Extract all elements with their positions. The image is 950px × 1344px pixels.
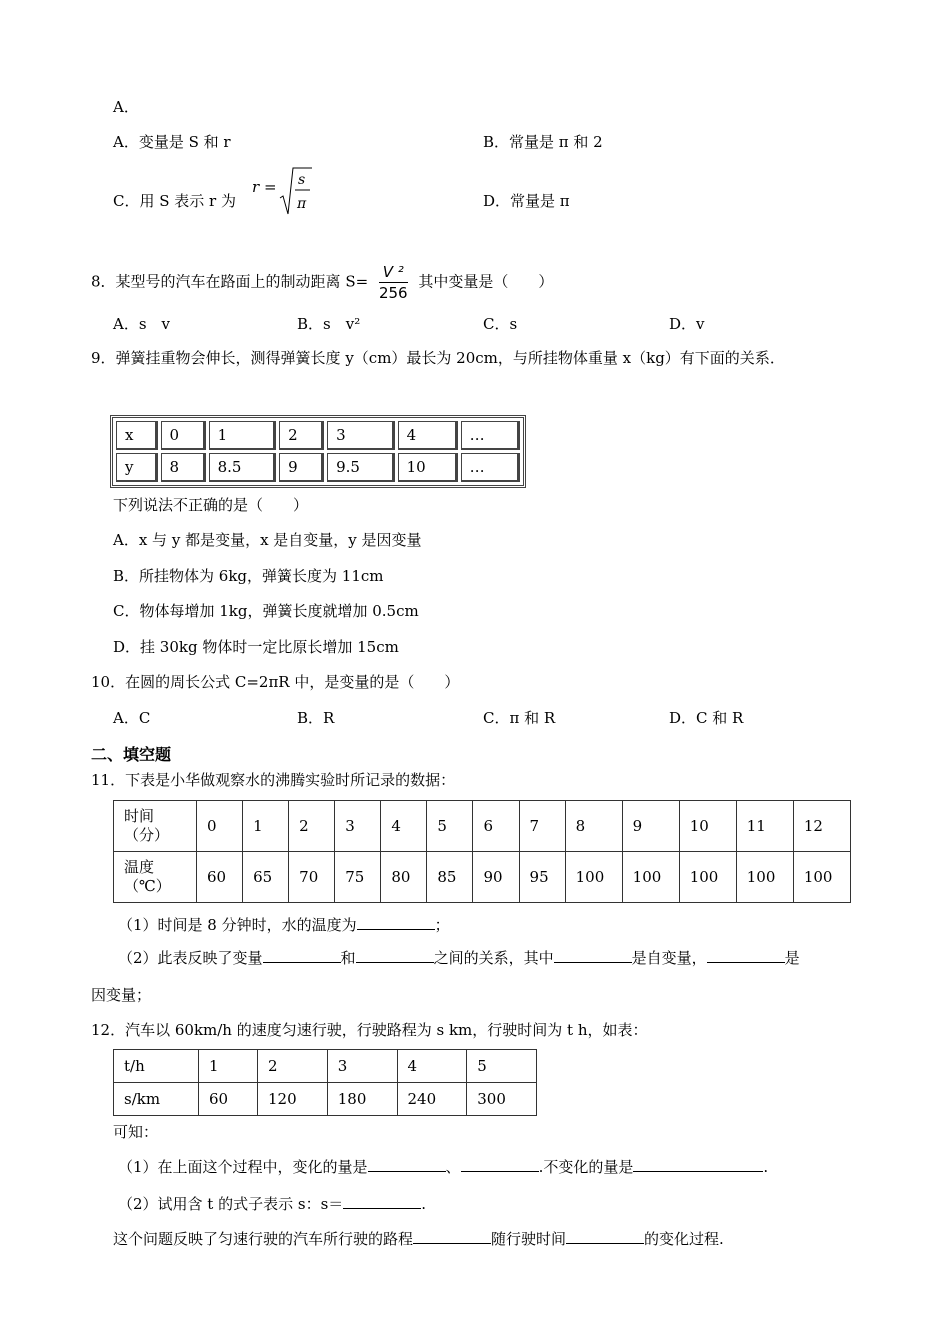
table-cell: 95 — [519, 852, 565, 903]
table-cell: 100 — [679, 852, 736, 903]
q12-part2-text-a: （2）试用含 t 的式子表示 s：s＝ — [118, 1195, 344, 1213]
q12-table — [113, 1049, 537, 1116]
table-cell: 85 — [427, 852, 473, 903]
q11-part2-text-a: （2）此表反映了变量 — [118, 949, 263, 967]
table-cell: 4 — [397, 1050, 467, 1083]
table-cell: 8 — [565, 801, 622, 852]
table-cell: 2 — [279, 421, 324, 450]
answer-blank[interactable] — [263, 946, 341, 963]
table-cell: 70 — [289, 852, 335, 903]
q12-part3-text-b: 随行驶时间 — [491, 1230, 567, 1248]
sqrt-sign — [280, 168, 312, 214]
q12-stem: 12．汽车以 60km/h 的速度匀速行驶，行驶路程为 s km，行驶时间为 t h，如表： — [91, 1021, 648, 1039]
table-cell: 10 — [398, 453, 458, 482]
q8-formula-denominator: 256 — [378, 284, 408, 302]
q7-option-d[interactable]: D．常量是 π — [483, 192, 570, 210]
q7-stub: A． — [113, 98, 139, 116]
q12-part1 — [118, 1155, 768, 1177]
table-cell: 100 — [565, 852, 622, 903]
table-cell: 8 — [161, 453, 206, 482]
answer-blank[interactable] — [633, 1155, 763, 1172]
table-cell: 100 — [736, 852, 793, 903]
table-row — [114, 852, 851, 903]
answer-blank[interactable] — [461, 1155, 539, 1172]
q8-option-a[interactable]: A．s v — [113, 315, 171, 333]
q7-option-a[interactable]: A．变量是 S 和 r — [113, 133, 231, 151]
q12-know: 可知： — [113, 1123, 159, 1141]
table-cell: 6 — [473, 801, 519, 852]
table-cell: 8.5 — [209, 453, 277, 482]
table-cell: 1 — [209, 421, 277, 450]
table-cell: 3 — [327, 421, 395, 450]
table-cell: … — [461, 453, 520, 482]
q11-part1-end: ； — [434, 916, 450, 934]
q9-option-c[interactable]: C．物体每增加 1kg，弹簧长度就增加 0.5cm — [113, 602, 419, 620]
q9-table — [110, 415, 526, 488]
table-row — [116, 421, 520, 450]
q12-part3-text-a: 这个问题反映了匀速行驶的汽车所行驶的路程 — [113, 1230, 414, 1248]
table-header-cell: t/h — [114, 1050, 199, 1083]
table-cell: 0 — [197, 801, 243, 852]
table-cell: 4 — [398, 421, 458, 450]
q7-option-b[interactable]: B．常量是 π 和 2 — [483, 133, 603, 151]
q11-part2-text-c: 之间的关系，其中 — [433, 949, 554, 967]
table-cell: 3 — [335, 801, 381, 852]
table-cell: x — [116, 421, 158, 450]
formula-numerator: s — [298, 172, 306, 188]
answer-blank[interactable] — [356, 946, 434, 963]
table-cell: 75 — [335, 852, 381, 903]
table-cell: 100 — [622, 852, 679, 903]
q8-option-b[interactable]: B．s v² — [297, 315, 361, 333]
table-row — [116, 453, 520, 482]
table-cell: 3 — [327, 1050, 397, 1083]
table-cell: y — [116, 453, 158, 482]
formula-lhs: r = — [252, 178, 277, 196]
q11-part2-text-e: 是 — [784, 949, 800, 967]
q8-stem-after: 其中变量是（ ） — [418, 272, 554, 291]
table-cell: 2 — [289, 801, 335, 852]
sqrt-formula — [252, 166, 314, 218]
table-cell: 2 — [258, 1050, 328, 1083]
q12-part2 — [118, 1192, 426, 1214]
q11-part1-text: （1）时间是 8 分钟时，水的温度为 — [118, 916, 357, 934]
q12-part1-text-b: 、 — [445, 1158, 461, 1176]
q10-option-b[interactable]: B．R — [297, 709, 335, 727]
q11-part2-text-b: 和 — [340, 949, 356, 967]
q8-stem — [91, 262, 553, 303]
q11-stem: 11．下表是小华做观察水的沸腾实验时所记录的数据： — [91, 771, 456, 789]
q11-table — [113, 800, 851, 903]
q12-part3 — [113, 1227, 724, 1249]
table-cell: 180 — [327, 1083, 397, 1116]
q11-part1 — [118, 913, 450, 935]
table-cell: 80 — [381, 852, 427, 903]
q10-option-a[interactable]: A．C — [113, 709, 151, 727]
q7-option-c-formula — [252, 166, 314, 222]
table-cell: 4 — [381, 801, 427, 852]
q9-option-b[interactable]: B．所挂物体为 6kg，弹簧长度为 11cm — [113, 567, 384, 585]
table-cell: 10 — [679, 801, 736, 852]
table-cell: 5 — [427, 801, 473, 852]
answer-blank[interactable] — [707, 946, 785, 963]
table-cell: 60 — [199, 1083, 258, 1116]
table-cell: … — [461, 421, 520, 450]
table-cell: 5 — [467, 1050, 537, 1083]
q7-option-c[interactable]: C．用 S 表示 r 为 — [113, 192, 236, 210]
q11-part2-continued: 因变量； — [91, 986, 152, 1004]
q8-option-c[interactable]: C．s — [483, 315, 518, 333]
q9-option-a[interactable]: A．x 与 y 都是变量，x 是自变量，y 是因变量 — [113, 531, 422, 549]
q8-option-d[interactable]: D．v — [669, 315, 705, 333]
formula-denominator: π — [297, 196, 307, 212]
table-cell: 12 — [793, 801, 850, 852]
q10-option-d[interactable]: D．C 和 R — [669, 709, 744, 727]
row-label-line1: 温度 — [124, 858, 155, 876]
q12-part1-text-d: . — [763, 1158, 769, 1176]
table-cell: 90 — [473, 852, 519, 903]
q9-stem: 9．弹簧挂重物会伸长，测得弹簧长度 y（cm）最长为 20cm，与所挂物体重量 x（kg）有下面的关系． — [91, 349, 785, 367]
table-cell: 9 — [622, 801, 679, 852]
q8-formula-numerator: V ² — [379, 262, 408, 283]
row-label-line2: （℃） — [124, 877, 171, 895]
table-row — [114, 801, 851, 852]
q12-part3-text-c: 的变化过程. — [644, 1230, 724, 1248]
table-cell: 9.5 — [327, 453, 395, 482]
answer-blank[interactable] — [343, 1192, 421, 1209]
answer-blank[interactable] — [566, 1227, 644, 1244]
q10-option-c[interactable]: C．π 和 R — [483, 709, 556, 727]
q8-stem-before: 8．某型号的汽车在路面上的制动距离 S= — [91, 272, 369, 291]
q9-option-d[interactable]: D．挂 30kg 物体时一定比原长增加 15cm — [113, 638, 399, 656]
table-cell: 1 — [243, 801, 289, 852]
table-cell: 240 — [397, 1083, 467, 1116]
table-header-cell — [114, 801, 197, 852]
row-label-line2: （分） — [124, 826, 170, 844]
answer-blank[interactable] — [413, 1227, 491, 1244]
q12-part2-text-b: . — [421, 1195, 427, 1213]
q11-part2 — [118, 946, 800, 968]
answer-blank[interactable] — [554, 946, 632, 963]
table-cell: 100 — [793, 852, 850, 903]
table-cell: 0 — [161, 421, 206, 450]
q10-stem: 10．在圆的周长公式 C=2πR 中，是变量的是（ ） — [91, 673, 460, 691]
row-label-line1: 时间 — [124, 807, 155, 825]
table-cell: 1 — [199, 1050, 258, 1083]
q8-formula — [379, 262, 408, 303]
table-cell: 11 — [736, 801, 793, 852]
table-cell: 60 — [197, 852, 243, 903]
q12-part1-text-c: .不变化的量是 — [538, 1158, 634, 1176]
table-cell: 120 — [258, 1083, 328, 1116]
table-header-cell: s/km — [114, 1083, 199, 1116]
section-heading: 二、填空题 — [91, 745, 172, 764]
answer-blank[interactable] — [357, 913, 435, 930]
table-cell: 65 — [243, 852, 289, 903]
table-row — [114, 1083, 537, 1116]
table-header-cell — [114, 852, 197, 903]
q11-part2-text-d: 是自变量， — [631, 949, 707, 967]
table-row — [114, 1050, 537, 1083]
q12-part1-text-a: （1）在上面这个过程中，变化的量是 — [118, 1158, 368, 1176]
table-cell: 300 — [467, 1083, 537, 1116]
table-cell: 9 — [279, 453, 324, 482]
table-cell: 7 — [519, 801, 565, 852]
answer-blank[interactable] — [368, 1155, 446, 1172]
q9-prompt: 下列说法不正确的是（ ） — [113, 496, 309, 514]
